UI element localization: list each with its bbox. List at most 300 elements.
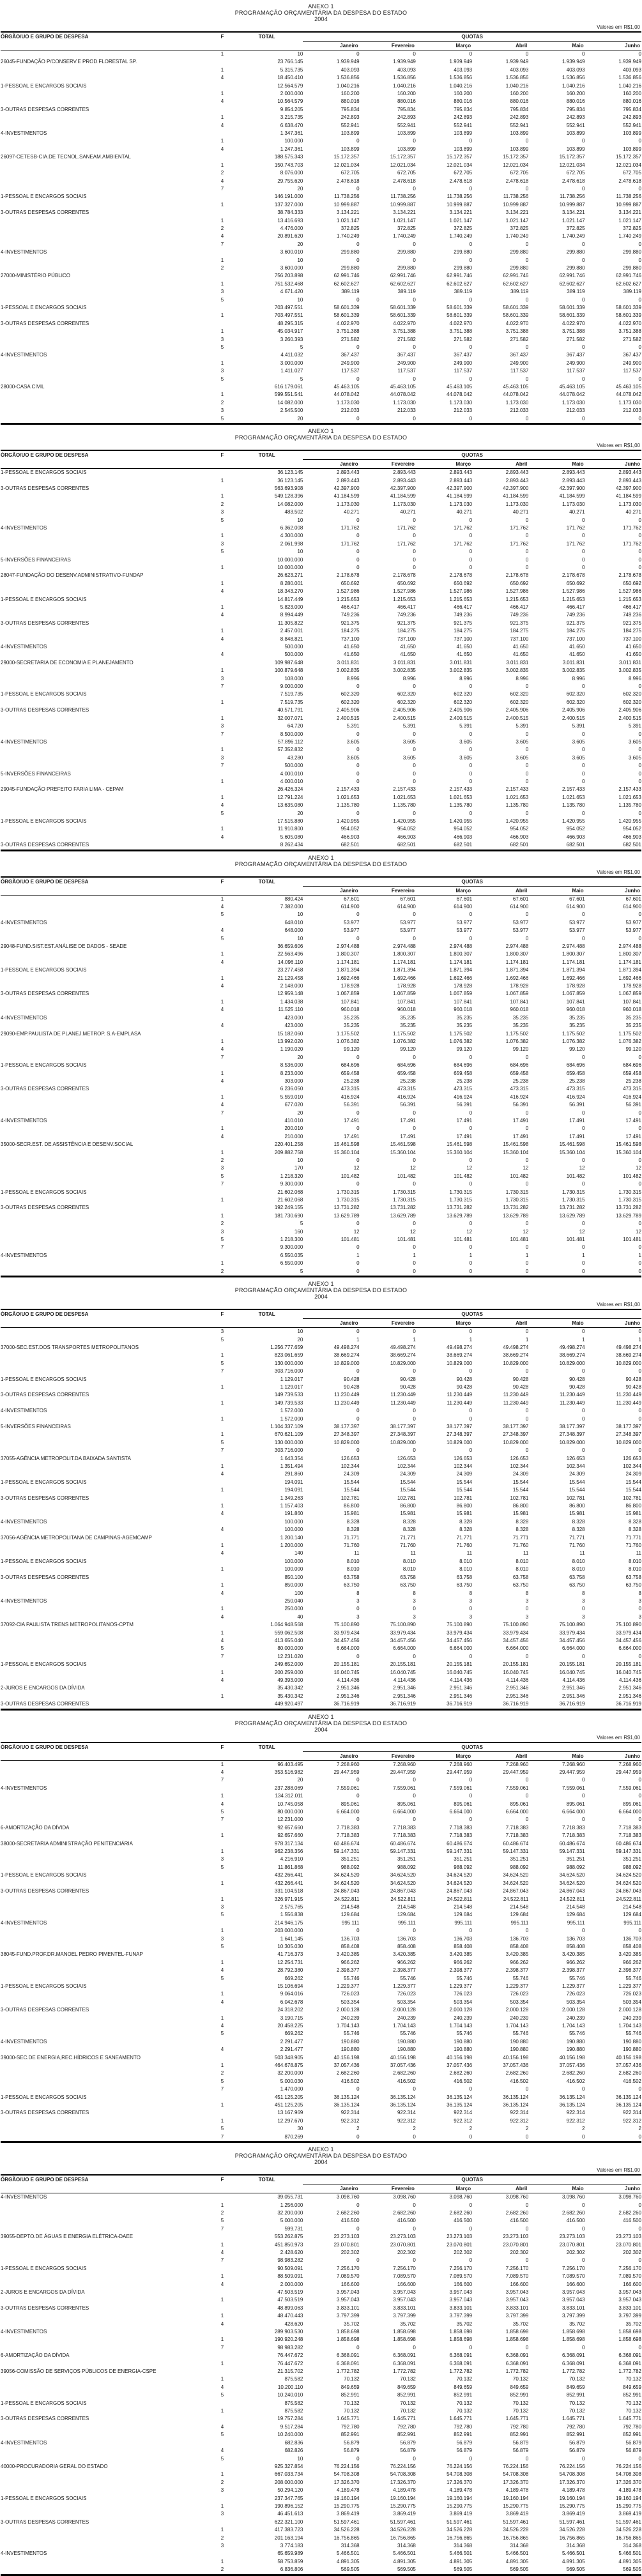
monthly-quota-value: 212.033 [510, 408, 529, 414]
org-row [1, 1621, 641, 1629]
monthly-quota-value: 8 [413, 1590, 416, 1596]
monthly-quota-value: 7.268.960 [618, 1761, 641, 1767]
monthly-quota-value: 995.111 [341, 1919, 360, 1926]
monthly-quota-value: 0 [469, 556, 473, 563]
monthly-quota-value: 0 [469, 2455, 473, 2462]
row-label [1, 2022, 214, 2030]
row-label: 4-INVESTIMENTOS [1, 1117, 47, 1124]
monthly-quota-value: 15.981 [512, 1511, 529, 1517]
expense-group-row [1, 1117, 641, 1125]
monthly-quota-value: 682.501 [397, 842, 416, 848]
monthly-quota-value: 5.466.501 [562, 2550, 585, 2557]
fund-code [214, 1014, 231, 1022]
monthly-quota-value: 0 [413, 1447, 416, 1454]
monthly-quota-value: 0 [469, 763, 473, 769]
monthly-quota-value: 2.682.260 [505, 2209, 529, 2216]
monthly-quota-value: 7.256.170 [337, 2265, 360, 2271]
monthly-quota-value: 16.756.865 [447, 2534, 473, 2541]
monthly-quota-value: 2.951.346 [449, 1685, 473, 1691]
total-value: 13.992.020 [277, 1038, 303, 1044]
monthly-quota-value: 351.251 [623, 1856, 641, 1863]
total-value: 677.020 [284, 1102, 303, 1108]
monthly-quota-value: 101.482 [510, 1173, 529, 1179]
fund-code: 1 [220, 360, 224, 366]
monthly-quota-value: 0 [638, 1793, 641, 1799]
row-label [1, 1975, 214, 1983]
total-value: 32.200.000 [277, 2070, 303, 2077]
monthly-quota-value: 2.157.433 [562, 786, 585, 793]
monthly-quota-value: 0 [469, 2086, 473, 2092]
monthly-quota-value: 15.544 [400, 1487, 416, 1493]
monthly-quota-value: 16.040.745 [390, 1669, 416, 1675]
monthly-quota-value: 1.173.030 [505, 399, 529, 406]
monthly-quota-value: 7.718.383 [393, 1833, 416, 1839]
monthly-quota-value: 0 [469, 1606, 473, 1612]
fund-code: 4 [220, 1102, 224, 1108]
monthly-quota-value: 56.879 [625, 2439, 641, 2446]
fund-source-row [1, 376, 641, 383]
total-value: 10 [297, 549, 303, 555]
monthly-quota-value: 0 [413, 1928, 416, 1934]
fund-code: 4 [220, 2448, 224, 2454]
monthly-quota-value: 24.309 [344, 1471, 360, 1477]
fund-code [214, 2352, 231, 2359]
monthly-quota-value: 372.825 [510, 225, 529, 231]
row-label [1, 794, 214, 802]
monthly-quota-value: 3.605 [402, 754, 416, 761]
total-value: 10.000.000 [277, 556, 303, 563]
monthly-quota-value: 1.175.502 [618, 1030, 641, 1037]
fund-code: 1 [220, 628, 224, 634]
total-value: 9.854.205 [280, 106, 303, 112]
monthly-quota-value: 171.762 [566, 524, 585, 531]
column-header-month: Janeiro [303, 1319, 359, 1328]
monthly-quota-value: 8.996 [346, 675, 360, 682]
fund-source-row [1, 2336, 641, 2344]
fund-source-row [1, 2510, 641, 2518]
monthly-quota-value: 35.235 [569, 1023, 585, 1029]
monthly-quota-value: 995.111 [567, 1919, 585, 1926]
monthly-quota-value: 99.120 [512, 1046, 529, 1053]
monthly-quota-value: 60.486.674 [447, 1840, 473, 1847]
monthly-quota-value: 6.368.091 [393, 2360, 416, 2366]
total-value: 549.128.396 [274, 493, 303, 499]
currency-note: Valores em R$1,00 [597, 24, 640, 30]
monthly-quota-value: 3.797.399 [562, 2313, 585, 2319]
fund-code: 1 [220, 1094, 224, 1100]
monthly-quota-value: 15.461.598 [503, 1141, 529, 1148]
fund-code: 4 [220, 75, 224, 81]
monthly-quota-value: 858.408 [454, 1943, 473, 1949]
monthly-quota-value: 62.991.746 [559, 273, 585, 279]
total-value: 451.125.205 [274, 2094, 303, 2100]
monthly-quota-value: 190.880 [566, 2038, 585, 2045]
monthly-quota-value: 3.002.835 [562, 667, 585, 674]
monthly-quota-value: 552.941 [510, 122, 529, 128]
monthly-quota-value: 90.428 [569, 1376, 585, 1382]
fund-source-row [1, 1399, 641, 1407]
monthly-quota-value: 70.132 [512, 2376, 529, 2382]
monthly-quota-value: 1.175.502 [449, 1030, 473, 1037]
monthly-quota-value: 102.781 [566, 1495, 585, 1501]
monthly-quota-value: 3.605 [572, 738, 585, 745]
row-label [1, 1510, 214, 1518]
monthly-quota-value: 8 [356, 1590, 360, 1596]
fund-code: 1 [220, 2503, 224, 2509]
monthly-quota-value: 1.740.249 [618, 233, 641, 240]
monthly-quota-value: 136.703 [510, 1935, 529, 1942]
total-value: 1.641.145 [280, 1935, 303, 1942]
monthly-quota-value: 11.738.256 [503, 194, 529, 200]
monthly-quota-value: 2.400.515 [393, 715, 416, 721]
row-label: 4-INVESTIMENTOS [1, 352, 47, 358]
monthly-quota-value: 7.718.383 [393, 1824, 416, 1831]
total-value: 203.000.000 [274, 1928, 303, 1934]
total-value: 1.470.000 [280, 2086, 303, 2092]
total-value: 9.517.284 [280, 2423, 303, 2430]
monthly-quota-value: 184.275 [510, 628, 529, 634]
monthly-quota-value: 4.189.478 [618, 2487, 641, 2494]
monthly-quota-value: 249.900 [340, 360, 360, 366]
monthly-quota-value: 4.114.436 [337, 1677, 360, 1683]
monthly-quota-value: 11.230.449 [616, 1392, 641, 1398]
total-value: 12.959.148 [277, 991, 303, 997]
monthly-quota-value: 249.900 [623, 360, 641, 366]
monthly-quota-value: 53.977 [400, 919, 416, 926]
monthly-quota-value: 24.522.811 [334, 1896, 360, 1902]
total-value: 36.123.145 [277, 469, 303, 476]
monthly-quota-value: 1.645.771 [337, 2416, 360, 2422]
monthly-quota-value: 45.463.105 [333, 384, 360, 390]
fund-code [214, 1574, 231, 1581]
fund-source-row [1, 1629, 641, 1637]
fund-source-row [1, 1927, 641, 1935]
fund-code [214, 1085, 231, 1093]
row-label: 1-PESSOAL E ENCARGOS SOCIAIS [1, 1479, 87, 1485]
monthly-quota-value: 473.315 [340, 1086, 360, 1092]
monthly-quota-value: 1.040.216 [505, 82, 529, 89]
row-label [1, 667, 214, 674]
monthly-quota-value: 299.880 [510, 264, 529, 271]
monthly-quota-value: 1.135.780 [618, 802, 641, 809]
monthly-quota-value: 7.718.383 [562, 1833, 585, 1839]
monthly-quota-value: 0 [582, 747, 585, 753]
monthly-quota-value: 15.544 [456, 1479, 473, 1485]
monthly-quota-value: 852.991 [510, 2432, 529, 2438]
fund-source-row [1, 1808, 641, 1816]
total-value: 65.659.989 [277, 2550, 303, 2557]
monthly-quota-value: 8.010 [346, 1558, 360, 1564]
row-label: 4-INVESTIMENTOS [1, 1597, 47, 1604]
monthly-quota-value: 314.368 [623, 2542, 641, 2549]
row-label [1, 2534, 214, 2542]
monthly-quota-value: 0 [356, 810, 360, 816]
monthly-quota-value: 2 [638, 2126, 641, 2132]
monthly-quota-value: 8.328 [628, 1527, 641, 1533]
page-title: PROGRAMAÇÃO ORÇAMENTÁRIA DA DESPESA DO ESTADO [234, 2153, 408, 2160]
monthly-quota-value: 4.114.436 [506, 1677, 529, 1683]
total-value: 10 [297, 296, 303, 303]
fund-code [214, 596, 231, 604]
monthly-quota-value: 60.486.674 [503, 1840, 529, 1847]
monthly-quota-value: 15.290.775 [559, 2503, 585, 2509]
monthly-quota-value: 2.000.128 [562, 2007, 585, 2013]
fund-source-row [1, 1959, 641, 1967]
monthly-quota-value: 15.544 [569, 1487, 585, 1493]
monthly-quota-value: 214.548 [397, 1903, 416, 1910]
total-value: 410.010 [284, 1117, 303, 1124]
total-value: 49.393.000 [277, 1677, 303, 1683]
monthly-quota-value: 0 [638, 1244, 641, 1251]
monthly-quota-value: 1.536.856 [618, 75, 641, 81]
monthly-quota-value: 12 [353, 1228, 360, 1235]
monthly-quota-value: 849.659 [623, 2384, 641, 2390]
monthly-quota-value: 76.224.156 [333, 2463, 360, 2469]
monthly-quota-value: 473.315 [566, 1086, 585, 1092]
monthly-quota-value: 0 [525, 935, 529, 941]
fund-code: 1 [220, 2336, 224, 2343]
fund-source-row [1, 1383, 641, 1391]
monthly-quota-value: 10.999.887 [559, 201, 585, 208]
monthly-quota-value: 1.420.955 [618, 818, 641, 824]
monthly-quota-value: 954.052 [566, 826, 585, 832]
monthly-quota-value: 0 [469, 564, 473, 570]
monthly-quota-value: 0 [638, 376, 641, 382]
monthly-quota-value: 166.600 [510, 2281, 529, 2287]
monthly-quota-value: 63.750 [344, 1582, 360, 1589]
column-header-month: Junho [585, 1751, 641, 1760]
monthly-quota-value: 1.939.949 [618, 59, 641, 65]
monthly-quota-value: 0 [413, 1817, 416, 1823]
monthly-quota-value: 56.879 [456, 2448, 473, 2454]
monthly-quota-value: 41.184.599 [559, 493, 585, 499]
fund-code: 4 [220, 1471, 224, 1477]
monthly-quota-value: 55.746 [625, 2031, 641, 2037]
monthly-quota-value: 2.000.128 [337, 2007, 360, 2013]
org-row [1, 1534, 641, 1542]
row-label [1, 1038, 214, 1046]
row-label [1, 1999, 214, 2006]
row-label: 26097-CETESB-CIA.DE TECNOL.SANEAM.AMBIENTAL [1, 154, 131, 160]
monthly-quota-value: 1.420.955 [337, 818, 360, 824]
row-label: 40000-PROCURADORIA GERAL DO ESTADO [1, 2463, 108, 2469]
monthly-quota-value: 38.669.274 [333, 1352, 360, 1359]
monthly-quota-value: 1.527.986 [337, 588, 360, 595]
budget-table [1, 1742, 641, 2144]
monthly-quota-value: 45.463.105 [390, 384, 416, 390]
page-title: PROGRAMAÇÃO ORÇAMENTÁRIA DA DESPESA DO ESTADO [234, 860, 408, 867]
fund-code: 4 [220, 1590, 224, 1596]
monthly-quota-value: 45.463.105 [503, 384, 529, 390]
row-label [1, 1990, 214, 1998]
monthly-quota-value: 0 [582, 257, 585, 263]
monthly-quota-value: 0 [356, 549, 360, 555]
monthly-quota-value: 792.780 [623, 2423, 641, 2430]
monthly-quota-value: 0 [638, 2086, 641, 2092]
monthly-quota-value: 54.708.308 [615, 2471, 641, 2478]
monthly-quota-value: 67.601 [456, 896, 473, 902]
monthly-quota-value: 24.309 [569, 1471, 585, 1477]
monthly-quota-value: 5.466.501 [337, 2550, 360, 2557]
monthly-quota-value: 1.858.698 [337, 2336, 360, 2343]
fund-code: 3 [220, 1329, 224, 1335]
fund-source-row [1, 1911, 641, 1919]
monthly-quota-value: 0 [525, 2133, 529, 2140]
monthly-quota-value: 25.238 [512, 1078, 529, 1084]
fund-code [214, 966, 231, 974]
monthly-quota-value: 1.021.653 [393, 794, 416, 800]
monthly-quota-value: 3.957.043 [449, 2289, 473, 2295]
monthly-quota-value: 56.879 [344, 2448, 360, 2454]
row-label: 4-INVESTIMENTOS [1, 1785, 47, 1791]
monthly-quota-value: 55.746 [344, 2031, 360, 2037]
annex-label: ANEXO 1 [308, 854, 334, 861]
monthly-quota-value: 0 [638, 241, 641, 247]
monthly-quota-value: 849.659 [454, 2384, 473, 2390]
monthly-quota-value: 2.478.618 [393, 178, 416, 184]
monthly-quota-value: 0 [413, 1777, 416, 1783]
monthly-quota-value: 41.184.599 [390, 493, 416, 499]
fund-source-row [1, 911, 641, 918]
expense-group-row [1, 919, 641, 927]
monthly-quota-value: 36.135.124 [559, 2102, 585, 2108]
monthly-quota-value: 103.899 [566, 146, 585, 152]
row-label [1, 1173, 214, 1180]
row-label [1, 834, 214, 841]
total-value: 303.000 [284, 1078, 303, 1084]
column-header-month: Fevereiro [360, 1751, 416, 1760]
row-label [1, 532, 214, 540]
monthly-quota-value: 3.098.760 [393, 2194, 416, 2200]
total-value: 5.000.000 [280, 2218, 303, 2224]
report-page [0, 1277, 642, 1711]
row-label: 1-PESSOAL E ENCARGOS SOCIAIS [1, 1189, 87, 1195]
monthly-quota-value: 34.624.520 [333, 1880, 360, 1886]
total-value: 599.731 [284, 2225, 303, 2232]
fund-code [214, 1062, 231, 1069]
total-value: 4.411.032 [280, 352, 303, 358]
monthly-quota-value: 3.134.221 [337, 210, 360, 216]
monthly-quota-value: 7.089.570 [562, 2273, 585, 2280]
monthly-quota-value: 614.900 [454, 904, 473, 910]
row-label: 3-OUTRAS DESPESAS CORRENTES [1, 1888, 89, 1894]
fund-source-row [1, 1526, 641, 1534]
monthly-quota-value: 49.498.274 [390, 1344, 416, 1350]
monthly-quota-value: 3.957.043 [618, 2289, 641, 2295]
fund-code [214, 2400, 231, 2407]
expense-group-row [1, 82, 641, 90]
monthly-quota-value: 2.893.443 [393, 469, 416, 476]
monthly-quota-value: 71.771 [344, 1534, 360, 1541]
monthly-quota-value: 0 [469, 241, 473, 247]
column-header-month: Janeiro [303, 2184, 359, 2193]
currency-note: Valores em R$1,00 [597, 869, 640, 875]
org-row [1, 1344, 641, 1352]
row-label [1, 1125, 214, 1132]
expense-group-row [1, 2038, 641, 2046]
fund-code [214, 1919, 231, 1927]
monthly-quota-value: 62.602.627 [559, 280, 585, 287]
monthly-quota-value: 416.924 [623, 1094, 641, 1100]
monthly-quota-value: 0 [638, 778, 641, 784]
monthly-quota-value: 2.951.346 [393, 1685, 416, 1691]
monthly-quota-value: 6.664.000 [337, 1809, 360, 1815]
fund-code: 2 [220, 2534, 224, 2541]
monthly-quota-value: 5.466.501 [449, 2550, 473, 2557]
row-label: 4-INVESTIMENTOS [1, 2439, 47, 2446]
fund-source-row [1, 114, 641, 121]
monthly-quota-value: 367.437 [566, 352, 585, 358]
row-label: 3-OUTRAS DESPESAS CORRENTES [1, 2007, 89, 2013]
monthly-quota-value: 0 [638, 683, 641, 690]
monthly-quota-value: 6.664.000 [562, 1645, 585, 1652]
monthly-quota-value: 44.078.042 [333, 392, 360, 398]
monthly-quota-value: 880.016 [454, 98, 473, 105]
row-label: 37000-SEC.EST.DOS TRANSPORTES METROPOLITANOS [1, 1344, 139, 1350]
monthly-quota-value: 1.800.307 [505, 951, 529, 957]
row-label [1, 1439, 214, 1447]
monthly-quota-value: 473.315 [623, 1086, 641, 1092]
fund-source-row [1, 217, 641, 225]
monthly-quota-value: 1.174.181 [505, 959, 529, 965]
monthly-quota-value: 62.991.746 [447, 273, 473, 279]
total-value: 220.401.258 [274, 1141, 303, 1148]
monthly-quota-value: 99.120 [344, 1046, 360, 1053]
fund-code [214, 1824, 231, 1832]
monthly-quota-value: 44.078.042 [503, 392, 529, 398]
fund-code: 4 [220, 2384, 224, 2390]
total-value: 20 [297, 241, 303, 247]
total-value: 2.291.477 [280, 2046, 303, 2053]
monthly-quota-value: 190.880 [454, 2038, 473, 2045]
monthly-quota-value: 190.880 [454, 2046, 473, 2053]
monthly-quota-value: 7.089.570 [449, 2273, 473, 2280]
fund-source-row [1, 627, 641, 635]
monthly-quota-value: 0 [413, 344, 416, 351]
fund-code: 1 [220, 1896, 224, 1902]
monthly-quota-value: 2.400.515 [562, 715, 585, 721]
expense-group-row [1, 1495, 641, 1502]
monthly-quota-value: 44.078.042 [447, 392, 473, 398]
monthly-quota-value: 35.235 [400, 1014, 416, 1021]
monthly-quota-value: 3.420.385 [449, 1951, 473, 1958]
total-value: 4.000.010 [280, 770, 303, 777]
fund-code [214, 1661, 231, 1668]
total-value: 2.000.000 [280, 91, 303, 97]
fund-code [214, 2463, 231, 2471]
monthly-quota-value: 10.999.887 [447, 201, 473, 208]
row-label [1, 911, 214, 918]
monthly-quota-value: 56.391 [344, 1102, 360, 1108]
total-value: 11.910.800 [277, 826, 303, 832]
monthly-quota-value: 1.730.315 [618, 1197, 641, 1203]
monthly-quota-value: 0 [582, 296, 585, 303]
total-value: 190.920.248 [274, 2336, 303, 2343]
row-label [1, 1360, 214, 1368]
monthly-quota-value: 3.797.399 [393, 2313, 416, 2319]
row-label [1, 288, 214, 296]
expense-group-row [1, 1518, 641, 1526]
fund-source-row [1, 1581, 641, 1589]
monthly-quota-value: 19.160.194 [615, 2495, 641, 2501]
total-value: 10.240.000 [277, 2432, 303, 2438]
monthly-quota-value: 1.135.780 [505, 802, 529, 809]
monthly-quota-value: 103.899 [454, 146, 473, 152]
row-label: 1-PESSOAL E ENCARGOS SOCIAIS [1, 691, 87, 697]
monthly-quota-value: 0 [525, 138, 529, 144]
monthly-quota-value: 2.682.260 [618, 2209, 641, 2216]
monthly-quota-value: 70.132 [344, 2376, 360, 2382]
